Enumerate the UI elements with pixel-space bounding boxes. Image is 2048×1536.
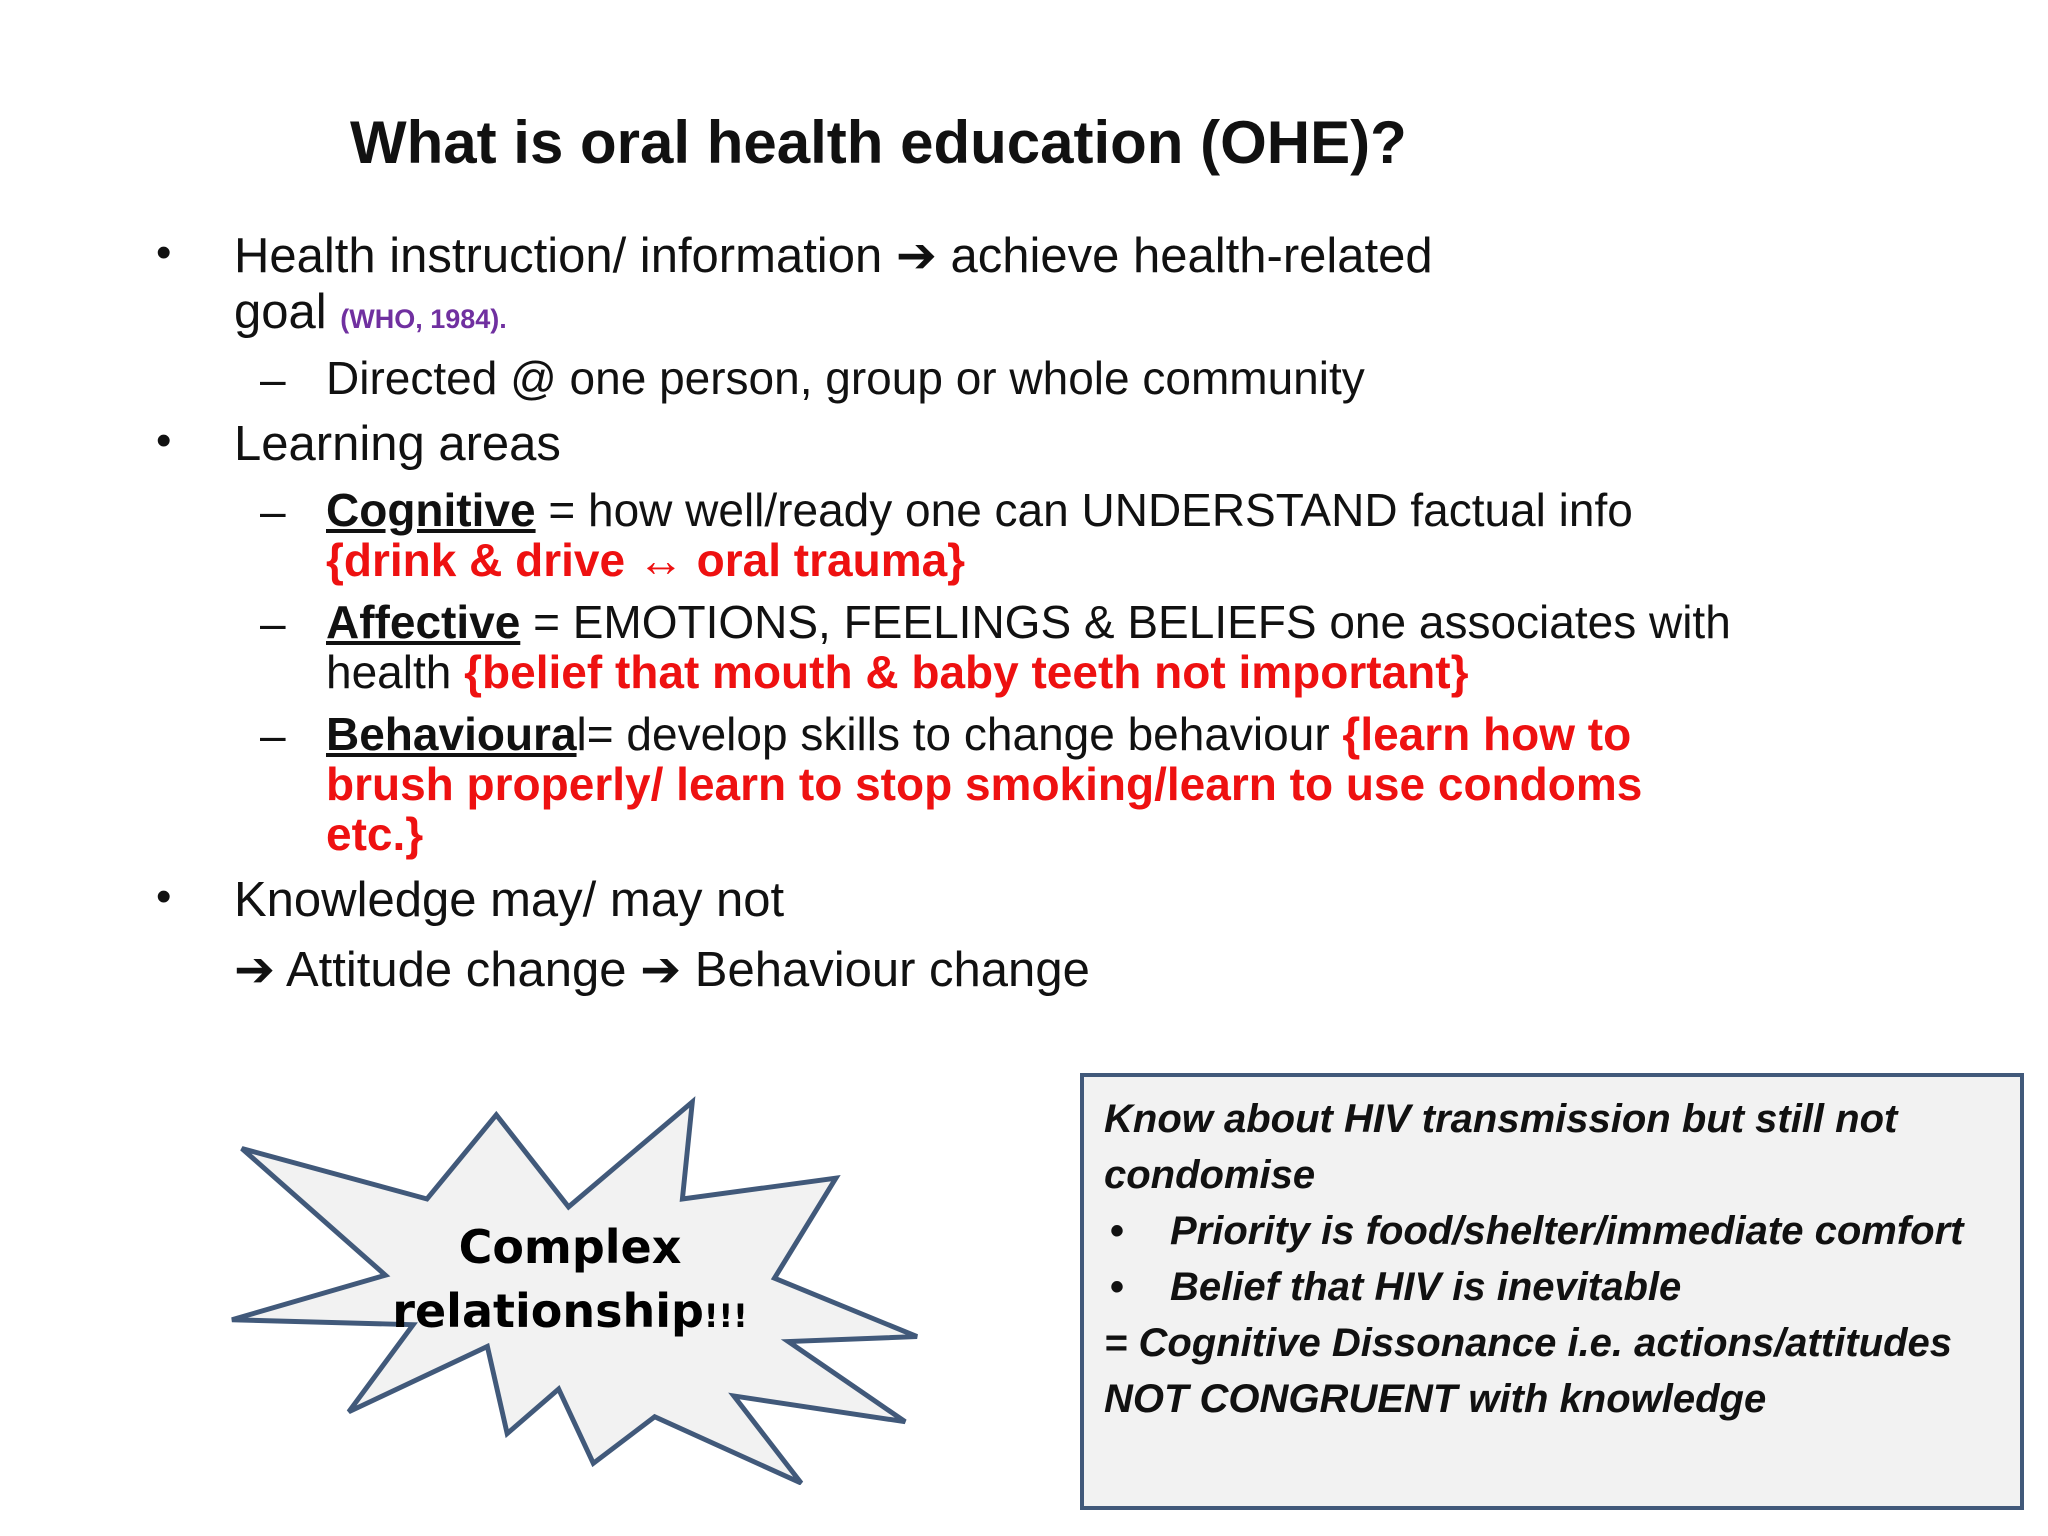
sub-bullet-directed: Directed @ one person, group or whole community — [326, 352, 1365, 404]
sub-bullet-dash: – — [260, 709, 286, 761]
note-item — [1104, 1259, 2000, 1315]
example-behavioural-2: brush properly/ learn to stop smoking/learn to use condoms — [326, 758, 1643, 810]
sub-bullet-dash: – — [260, 485, 286, 537]
bullet-dot: • — [156, 872, 172, 921]
bullet-dot: • — [156, 416, 172, 465]
bullet-health-instruction-cont — [234, 284, 507, 347]
note-heading: Know about HIV transmission but still not condomise — [1104, 1097, 1898, 1197]
bullet-text: goal — [234, 285, 341, 339]
arrow-right-icon: ➔ — [895, 229, 937, 283]
bullet-learning-areas: Learning areas — [234, 417, 561, 471]
note-item — [1104, 1203, 2000, 1259]
sub-bullet-dash: – — [260, 597, 286, 649]
sub-bullet-cognitive — [326, 484, 1633, 536]
burst-line-1: Complex — [458, 1220, 682, 1274]
note-box — [1080, 1073, 2024, 1510]
sub-bullet-behavioural — [326, 708, 1631, 760]
sub-bullet-affective-cont — [326, 646, 1468, 698]
step-behaviour-change: Behaviour change — [681, 943, 1090, 997]
bullet-dot: • — [156, 228, 172, 277]
bullet-dot: • — [1110, 1209, 1125, 1253]
burst-label — [360, 1215, 780, 1348]
example-affective: {belief that mouth & baby teeth not important} — [464, 646, 1469, 698]
burst-exclaim: !!! — [703, 1297, 748, 1335]
term-cognitive: Cognitive — [326, 484, 536, 536]
burst-word: relationship — [392, 1284, 704, 1338]
arrow-right-icon: ➔ — [640, 943, 682, 997]
definition-cognitive: = how well/ready one can UNDERSTAND factual info — [535, 484, 1633, 536]
example-behavioural-3: etc.} — [326, 808, 424, 860]
arrow-right-icon: ➔ — [234, 943, 276, 997]
bullet-text-end: achieve health-related — [936, 229, 1433, 283]
step-attitude-change: Attitude change — [275, 943, 641, 997]
bullet-dot: • — [1110, 1265, 1125, 1309]
knowledge-chain — [234, 942, 1090, 998]
citation: (WHO, 1984). — [340, 304, 507, 334]
sub-bullet-affective — [326, 596, 1731, 648]
note-item-text: Priority is food/shelter/immediate comfort — [1170, 1209, 1964, 1253]
note-conclusion: = Cognitive Dissonance i.e. actions/attitudes NOT CONGRUENT with knowledge — [1104, 1321, 1952, 1421]
bullet-text: Health instruction/ information — [234, 229, 896, 283]
note-item-text: Belief that HIV is inevitable — [1170, 1265, 1682, 1309]
sub-bullet-dash: – — [260, 353, 286, 405]
term-behavioural-tail: l — [576, 708, 587, 760]
example-cognitive: {drink & drive ↔ oral trauma} — [326, 534, 966, 586]
slide-title: What is oral health education (OHE)? — [350, 109, 1407, 176]
example-behavioural-1: {learn how to — [1342, 708, 1632, 760]
bullet-knowledge: Knowledge may/ may not — [234, 873, 785, 927]
definition-affective-cont: health — [326, 646, 465, 698]
bullet-health-instruction — [234, 228, 1433, 284]
term-behavioural: Behavioura — [326, 708, 577, 760]
definition-affective: = EMOTIONS, FEELINGS & BELIEFS one associates with — [520, 596, 1731, 648]
burst-line-2 — [360, 1279, 780, 1348]
term-affective: Affective — [326, 596, 521, 648]
definition-behavioural: = develop skills to change behaviour — [586, 708, 1343, 760]
